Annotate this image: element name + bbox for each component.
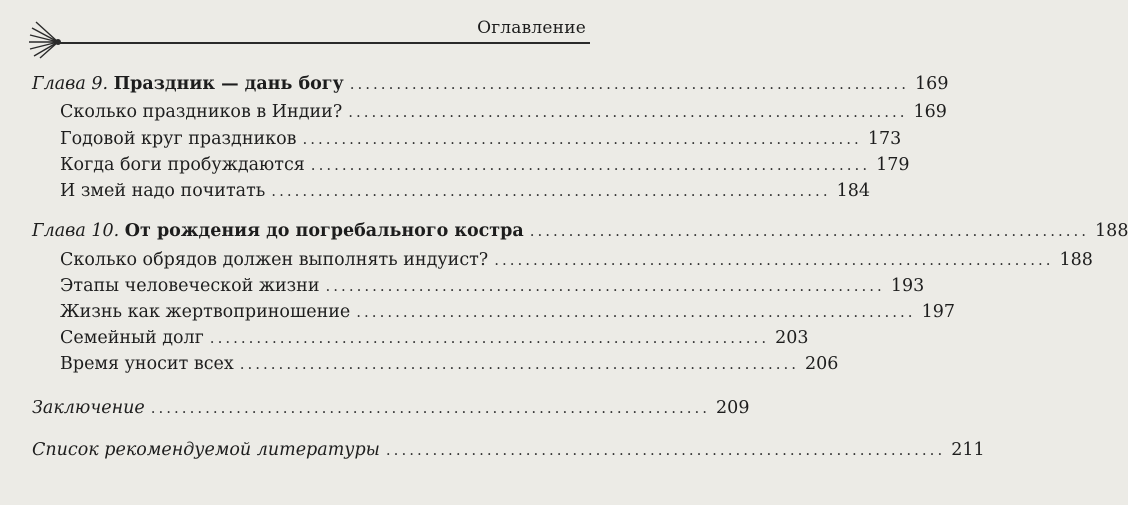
entry-title: Список рекомендуемой литературы bbox=[32, 440, 380, 460]
page-number: 209 bbox=[716, 398, 750, 418]
page-number: 203 bbox=[775, 328, 809, 348]
leader-dots: ........................................................................ bbox=[356, 303, 916, 321]
leader-dots: ........................................................................ bbox=[348, 103, 908, 121]
toc-entry bbox=[60, 354, 839, 374]
toc-entry-chapter-9 bbox=[32, 74, 949, 94]
leader-dots: ........................................................................ bbox=[325, 277, 885, 295]
toc-entry bbox=[60, 250, 1093, 270]
page-number: 197 bbox=[921, 302, 955, 322]
entry-title: Заключение bbox=[32, 398, 145, 418]
entry-title: И змей надо почитать bbox=[60, 181, 266, 201]
leader-dots: ........................................................................ bbox=[239, 355, 800, 373]
toc-entry bbox=[60, 328, 809, 348]
page-number: 193 bbox=[890, 276, 925, 296]
page-number: 179 bbox=[876, 155, 910, 175]
toc-entry bbox=[60, 302, 955, 322]
page-number: 169 bbox=[915, 74, 949, 94]
page-number: 184 bbox=[836, 181, 871, 201]
toc-entry bbox=[60, 181, 871, 201]
page-section-title: Оглавление bbox=[477, 18, 586, 38]
leader-dots: ........................................................................ bbox=[349, 75, 910, 93]
toc-entry-conclusion bbox=[32, 398, 750, 418]
page-number: 173 bbox=[867, 129, 902, 149]
toc-entry bbox=[60, 155, 910, 175]
chapter-number: Глава 10. bbox=[32, 221, 120, 241]
page-number: 169 bbox=[913, 102, 947, 122]
leader-dots: ........................................................................ bbox=[310, 156, 871, 174]
entry-title: Сколько праздников в Индии? bbox=[60, 102, 343, 122]
entry-title: Жизнь как жертвоприношение bbox=[60, 302, 351, 322]
header-rule bbox=[60, 42, 590, 44]
entry-title: Когда боги пробуждаются bbox=[60, 155, 305, 175]
leader-dots: ........................................................................ bbox=[494, 251, 1054, 269]
leader-dots: ........................................................................ bbox=[385, 441, 946, 459]
page-number: 206 bbox=[805, 354, 839, 374]
chapter-title: От рождения до погребального костра bbox=[124, 221, 524, 241]
leader-dots: ........................................................................ bbox=[209, 329, 770, 347]
toc-entry bbox=[60, 276, 925, 296]
chapter-title: Праздник — дань богу bbox=[113, 74, 344, 94]
page-number: 188 bbox=[1059, 250, 1093, 270]
page-number: 188 bbox=[1095, 221, 1128, 241]
page-number: 211 bbox=[951, 440, 985, 460]
entry-title: Семейный долг bbox=[60, 328, 204, 348]
chapter-number: Глава 9. bbox=[32, 74, 109, 94]
entry-title: Сколько обрядов должен выполнять индуист? bbox=[60, 250, 489, 270]
toc-entry bbox=[60, 102, 947, 122]
leader-dots: ........................................................................ bbox=[150, 399, 711, 417]
flower-ornament-icon bbox=[10, 18, 70, 58]
entry-title: Этапы человеческой жизни bbox=[60, 276, 320, 296]
leader-dots: ........................................................................ bbox=[271, 182, 831, 200]
toc-entry-chapter-10 bbox=[32, 221, 1128, 241]
toc-entry-references bbox=[32, 440, 985, 460]
leader-dots: ........................................................................ bbox=[302, 130, 862, 148]
entry-title: Время уносит всех bbox=[60, 354, 234, 374]
entry-title: Годовой круг праздников bbox=[60, 129, 297, 149]
leader-dots: ........................................................................ bbox=[529, 222, 1090, 240]
toc-entry bbox=[60, 129, 902, 149]
